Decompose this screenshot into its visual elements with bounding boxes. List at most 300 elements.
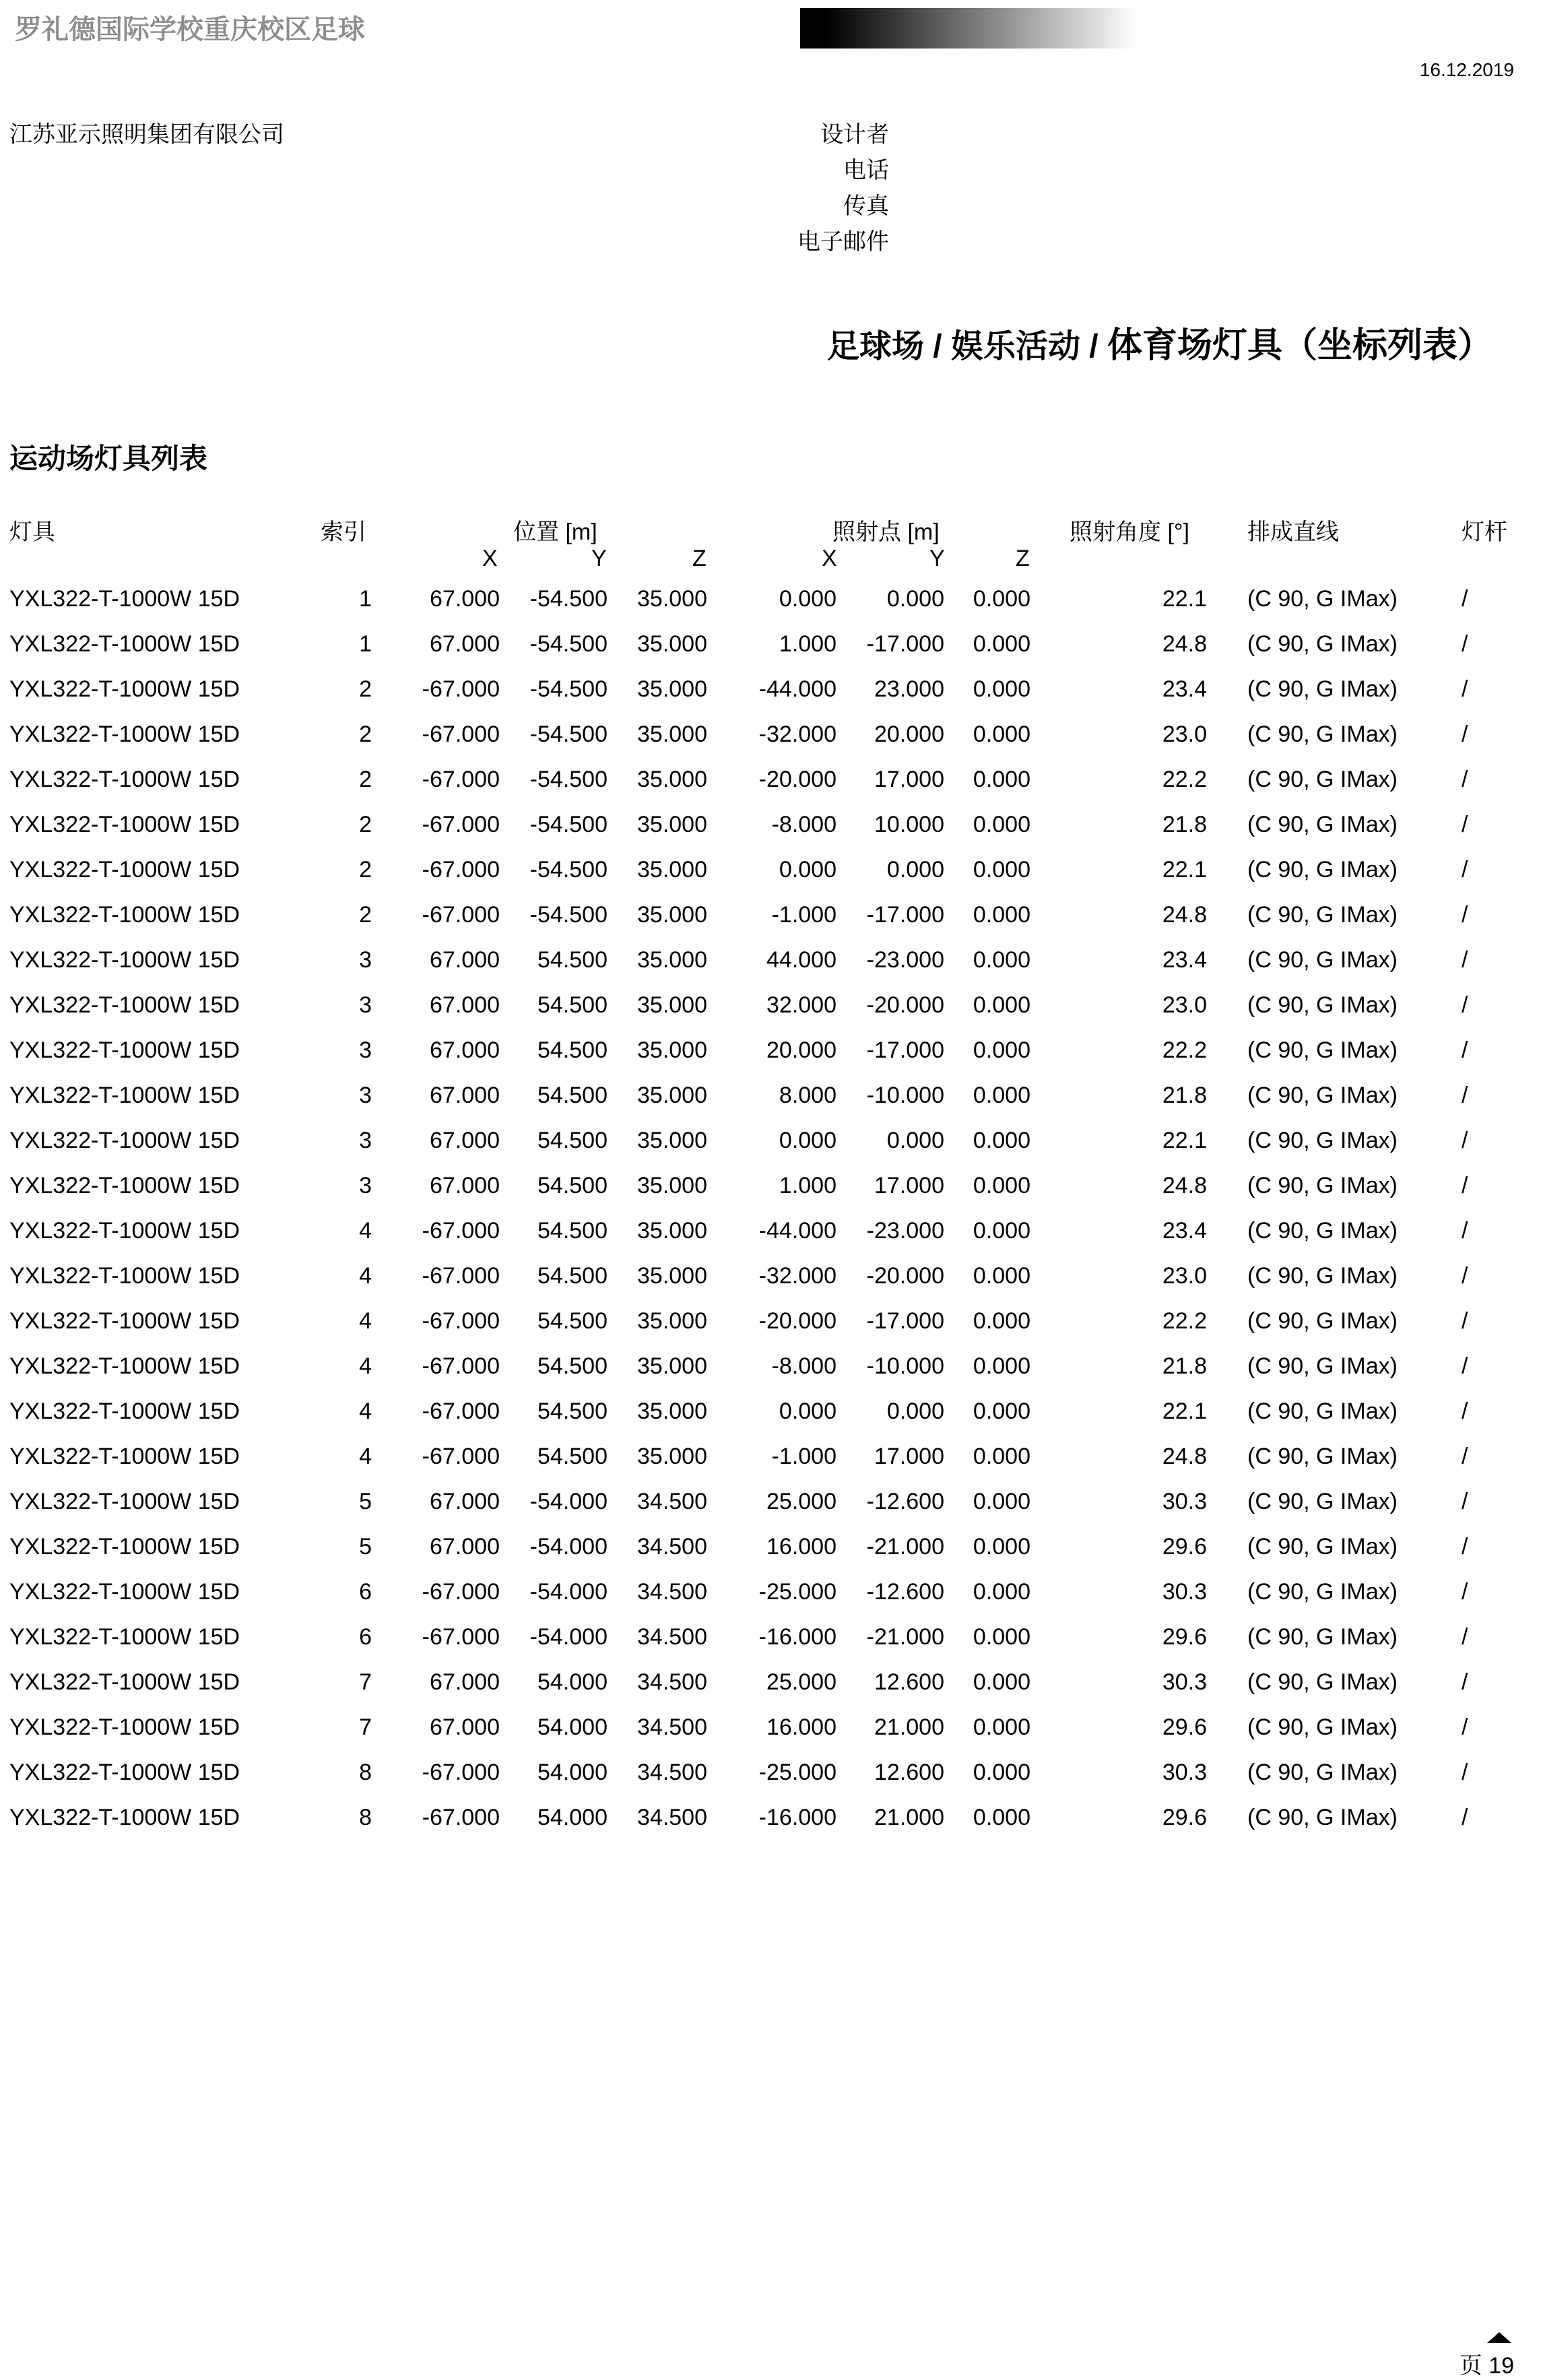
- cell-pos-z: 35.000: [637, 857, 707, 882]
- cell-pole: /: [1462, 1624, 1468, 1650]
- cell-pos-y: 54.500: [537, 1398, 608, 1424]
- cell-pole: /: [1462, 902, 1468, 928]
- cell-luminaire: YXL322-T-1000W 15D: [9, 1760, 240, 1785]
- cell-pole: /: [1462, 1173, 1468, 1198]
- cell-pos-y: -54.500: [529, 631, 608, 657]
- cell-index: 1: [359, 631, 372, 657]
- table-row: [0, 1805, 1541, 1850]
- cell-pos-x: -67.000: [422, 676, 500, 702]
- cell-angle: 29.6: [1162, 1624, 1207, 1650]
- cell-luminaire: YXL322-T-1000W 15D: [9, 586, 240, 612]
- company-name: 江苏亚示照明集团有限公司: [9, 122, 284, 148]
- cell-aim-z: 0.000: [973, 1083, 1030, 1108]
- cell-aim-x: -1.000: [771, 1444, 837, 1469]
- cell-aim-z: 0.000: [973, 676, 1030, 702]
- cell-pos-x: 67.000: [430, 1128, 500, 1153]
- cell-angle: 24.8: [1162, 902, 1207, 928]
- cell-aim-z: 0.000: [973, 586, 1030, 612]
- sub-header-aim-y: Y: [929, 546, 945, 571]
- cell-luminaire: YXL322-T-1000W 15D: [9, 631, 240, 657]
- cell-aim-x: -16.000: [758, 1805, 837, 1830]
- cell-luminaire: YXL322-T-1000W 15D: [9, 1263, 240, 1289]
- cell-pos-x: -67.000: [422, 767, 500, 792]
- cell-pole: /: [1462, 1444, 1468, 1469]
- designer-label: 设计者: [820, 122, 889, 148]
- cell-luminaire: YXL322-T-1000W 15D: [9, 1624, 240, 1650]
- cell-pole: /: [1462, 1398, 1468, 1424]
- cell-index: 8: [359, 1805, 372, 1830]
- cell-luminaire: YXL322-T-1000W 15D: [9, 721, 240, 747]
- cell-aim-line: (C 90, G IMax): [1247, 767, 1398, 792]
- cell-luminaire: YXL322-T-1000W 15D: [9, 1805, 240, 1830]
- cell-angle: 24.8: [1162, 1173, 1207, 1198]
- cell-aim-x: 25.000: [766, 1669, 837, 1695]
- cell-pole: /: [1462, 1805, 1468, 1830]
- cell-aim-x: 0.000: [779, 586, 837, 612]
- cell-pole: /: [1462, 1353, 1468, 1379]
- cell-pos-y: 54.500: [537, 1128, 608, 1153]
- table-row: [0, 1760, 1541, 1805]
- cell-pos-y: -54.000: [529, 1579, 608, 1605]
- cell-luminaire: YXL322-T-1000W 15D: [9, 1128, 240, 1153]
- cell-index: 1: [359, 586, 372, 612]
- cell-pole: /: [1462, 631, 1468, 657]
- cell-pole: /: [1462, 812, 1468, 837]
- cell-aim-line: (C 90, G IMax): [1247, 1760, 1398, 1785]
- cell-pole: /: [1462, 947, 1468, 973]
- sub-header-pos-z: Z: [692, 546, 707, 571]
- cell-index: 8: [359, 1760, 372, 1785]
- cell-aim-x: 1.000: [779, 631, 837, 657]
- cell-pos-z: 34.500: [637, 1624, 707, 1650]
- cell-luminaire: YXL322-T-1000W 15D: [9, 1308, 240, 1334]
- cell-aim-x: -8.000: [771, 1353, 837, 1379]
- cell-angle: 23.0: [1162, 721, 1207, 747]
- table-row: [0, 1489, 1541, 1534]
- cell-luminaire: YXL322-T-1000W 15D: [9, 1444, 240, 1469]
- table-row: [0, 676, 1541, 721]
- cell-luminaire: YXL322-T-1000W 15D: [9, 1714, 240, 1740]
- cell-pos-z: 34.500: [637, 1669, 707, 1695]
- cell-aim-x: -16.000: [758, 1624, 837, 1650]
- cell-luminaire: YXL322-T-1000W 15D: [9, 1579, 240, 1605]
- cell-aim-line: (C 90, G IMax): [1247, 902, 1398, 928]
- cell-pole: /: [1462, 1534, 1468, 1559]
- cell-aim-z: 0.000: [973, 1489, 1030, 1514]
- cell-index: 4: [359, 1444, 372, 1469]
- cell-index: 2: [359, 676, 372, 702]
- table-row: [0, 1398, 1541, 1444]
- cell-pos-x: -67.000: [422, 1218, 500, 1244]
- cell-index: 2: [359, 767, 372, 792]
- cell-pos-z: 35.000: [637, 1128, 707, 1153]
- cell-pos-y: 54.500: [537, 1308, 608, 1334]
- cell-pos-y: 54.000: [537, 1669, 608, 1695]
- cell-index: 7: [359, 1669, 372, 1695]
- cell-pole: /: [1462, 1308, 1468, 1334]
- cell-pos-x: 67.000: [430, 1534, 500, 1559]
- header-gradient-bar: [800, 8, 1137, 49]
- cell-aim-z: 0.000: [973, 1669, 1030, 1695]
- cell-pos-z: 35.000: [637, 676, 707, 702]
- cell-luminaire: YXL322-T-1000W 15D: [9, 1534, 240, 1559]
- cell-luminaire: YXL322-T-1000W 15D: [9, 812, 240, 837]
- cell-luminaire: YXL322-T-1000W 15D: [9, 1037, 240, 1063]
- cell-pos-z: 35.000: [637, 631, 707, 657]
- cell-pole: /: [1462, 1083, 1468, 1108]
- cell-pos-x: -67.000: [422, 1579, 500, 1605]
- cell-aim-x: 32.000: [766, 992, 837, 1018]
- sub-header-aim-z: Z: [1016, 546, 1030, 571]
- cell-aim-z: 0.000: [973, 767, 1030, 792]
- cell-luminaire: YXL322-T-1000W 15D: [9, 1173, 240, 1198]
- cell-pos-x: 67.000: [430, 586, 500, 612]
- cell-pos-z: 35.000: [637, 1263, 707, 1289]
- cell-pole: /: [1462, 1218, 1468, 1244]
- cell-luminaire: YXL322-T-1000W 15D: [9, 1083, 240, 1108]
- cell-index: 3: [359, 1083, 372, 1108]
- cell-pole: /: [1462, 1489, 1468, 1514]
- cell-aim-z: 0.000: [973, 1579, 1030, 1605]
- cell-aim-line: (C 90, G IMax): [1247, 1263, 1398, 1289]
- cell-aim-z: 0.000: [973, 812, 1030, 837]
- table-row: [0, 902, 1541, 947]
- cell-aim-line: (C 90, G IMax): [1247, 1353, 1398, 1379]
- cell-pole: /: [1462, 676, 1468, 702]
- cell-aim-line: (C 90, G IMax): [1247, 631, 1398, 657]
- cell-angle: 22.1: [1162, 1128, 1207, 1153]
- cell-pos-y: -54.500: [529, 721, 608, 747]
- cell-index: 7: [359, 1714, 372, 1740]
- cell-pos-x: -67.000: [422, 1805, 500, 1830]
- cell-pole: /: [1462, 1263, 1468, 1289]
- cell-angle: 30.3: [1162, 1669, 1207, 1695]
- table-row: [0, 721, 1541, 767]
- cell-pole: /: [1462, 721, 1468, 747]
- cell-pos-x: -67.000: [422, 902, 500, 928]
- cell-aim-y: -21.000: [866, 1624, 944, 1650]
- cell-aim-line: (C 90, G IMax): [1247, 586, 1398, 612]
- cell-aim-z: 0.000: [973, 1624, 1030, 1650]
- cell-aim-line: (C 90, G IMax): [1247, 1128, 1398, 1153]
- cell-index: 6: [359, 1579, 372, 1605]
- table-row: [0, 1714, 1541, 1760]
- cell-aim-z: 0.000: [973, 631, 1030, 657]
- sub-header-pos-y: Y: [591, 546, 607, 571]
- cell-index: 4: [359, 1263, 372, 1289]
- cell-aim-line: (C 90, G IMax): [1247, 1037, 1398, 1063]
- table-row: [0, 1037, 1541, 1083]
- cell-pos-y: -54.500: [529, 767, 608, 792]
- cell-pos-z: 35.000: [637, 947, 707, 973]
- cell-aim-y: 0.000: [886, 1398, 944, 1424]
- cell-pos-y: 54.500: [537, 1263, 608, 1289]
- cell-aim-y: -20.000: [866, 1263, 944, 1289]
- cell-aim-line: (C 90, G IMax): [1247, 676, 1398, 702]
- cell-pos-x: 67.000: [430, 1037, 500, 1063]
- cell-angle: 30.3: [1162, 1579, 1207, 1605]
- email-label: 电子邮件: [797, 229, 889, 255]
- cell-pole: /: [1462, 1128, 1468, 1153]
- cell-pos-y: 54.500: [537, 992, 608, 1018]
- cell-pos-y: 54.500: [537, 1173, 608, 1198]
- table-row: [0, 812, 1541, 857]
- cell-pole: /: [1462, 586, 1468, 612]
- cell-pos-y: 54.500: [537, 1037, 608, 1063]
- cell-luminaire: YXL322-T-1000W 15D: [9, 857, 240, 882]
- cell-aim-y: -10.000: [866, 1353, 944, 1379]
- cell-aim-y: 10.000: [874, 812, 944, 837]
- cell-aim-line: (C 90, G IMax): [1247, 1714, 1398, 1740]
- cell-index: 4: [359, 1308, 372, 1334]
- cell-angle: 21.8: [1162, 812, 1207, 837]
- cell-aim-z: 0.000: [973, 1714, 1030, 1740]
- cell-pos-z: 34.500: [637, 1714, 707, 1740]
- cell-pole: /: [1462, 1579, 1468, 1605]
- cell-aim-x: 1.000: [779, 1173, 837, 1198]
- cell-aim-line: (C 90, G IMax): [1247, 992, 1398, 1018]
- cell-pole: /: [1462, 767, 1468, 792]
- cell-aim-x: -8.000: [771, 812, 837, 837]
- cell-aim-z: 0.000: [973, 1805, 1030, 1830]
- cell-luminaire: YXL322-T-1000W 15D: [9, 1353, 240, 1379]
- cell-pole: /: [1462, 857, 1468, 882]
- cell-index: 5: [359, 1534, 372, 1559]
- table-row: [0, 947, 1541, 992]
- cell-aim-y: 0.000: [886, 1128, 944, 1153]
- table-row: [0, 767, 1541, 812]
- cell-aim-y: -17.000: [866, 1308, 944, 1334]
- cell-index: 3: [359, 1128, 372, 1153]
- cell-pos-y: 54.500: [537, 1353, 608, 1379]
- cell-pos-y: -54.500: [529, 857, 608, 882]
- cell-aim-x: 20.000: [766, 1037, 837, 1063]
- cell-pos-x: -67.000: [422, 812, 500, 837]
- cell-pos-y: 54.000: [537, 1760, 608, 1785]
- cell-pos-y: -54.500: [529, 812, 608, 837]
- cell-pos-z: 34.500: [637, 1579, 707, 1605]
- cell-index: 4: [359, 1398, 372, 1424]
- cell-pos-z: 35.000: [637, 902, 707, 928]
- cell-aim-z: 0.000: [973, 947, 1030, 973]
- cell-aim-y: -17.000: [866, 902, 944, 928]
- table-row: [0, 1669, 1541, 1714]
- sub-header-aim-x: X: [822, 546, 837, 571]
- cell-pos-x: 67.000: [430, 992, 500, 1018]
- cell-pos-y: 54.500: [537, 1083, 608, 1108]
- cell-pos-z: 35.000: [637, 1444, 707, 1469]
- cell-aim-line: (C 90, G IMax): [1247, 1669, 1398, 1695]
- cell-aim-line: (C 90, G IMax): [1247, 1083, 1398, 1108]
- cell-aim-z: 0.000: [973, 1353, 1030, 1379]
- cell-angle: 22.2: [1162, 1308, 1207, 1334]
- cell-pos-z: 35.000: [637, 721, 707, 747]
- cell-index: 3: [359, 1173, 372, 1198]
- cell-angle: 23.4: [1162, 676, 1207, 702]
- cell-pos-z: 34.500: [637, 1489, 707, 1514]
- cell-aim-x: -32.000: [758, 721, 837, 747]
- cell-angle: 22.2: [1162, 1037, 1207, 1063]
- cell-angle: 22.2: [1162, 767, 1207, 792]
- cell-aim-x: 25.000: [766, 1489, 837, 1514]
- col-header-pole: 灯杆: [1462, 519, 1507, 545]
- cell-aim-x: -25.000: [758, 1579, 837, 1605]
- cell-pos-z: 35.000: [637, 767, 707, 792]
- cell-aim-y: 12.600: [874, 1669, 944, 1695]
- page-title-prefix: 足球场 / 娱乐活动 /: [826, 329, 1107, 364]
- cell-index: 2: [359, 857, 372, 882]
- section-title: 运动场灯具列表: [9, 443, 208, 474]
- cell-pos-z: 35.000: [637, 1218, 707, 1244]
- cell-aim-x: 16.000: [766, 1714, 837, 1740]
- cell-pos-y: 54.500: [537, 1218, 608, 1244]
- cell-aim-x: -20.000: [758, 1308, 837, 1334]
- cell-luminaire: YXL322-T-1000W 15D: [9, 902, 240, 928]
- cell-luminaire: YXL322-T-1000W 15D: [9, 1669, 240, 1695]
- cell-aim-line: (C 90, G IMax): [1247, 1489, 1398, 1514]
- cell-pos-y: 54.500: [537, 1444, 608, 1469]
- cell-pos-y: -54.500: [529, 676, 608, 702]
- cell-aim-z: 0.000: [973, 1398, 1030, 1424]
- cell-pos-z: 35.000: [637, 992, 707, 1018]
- cell-aim-line: (C 90, G IMax): [1247, 1218, 1398, 1244]
- cell-aim-z: 0.000: [973, 1128, 1030, 1153]
- table-row: [0, 631, 1541, 676]
- cell-aim-y: -10.000: [866, 1083, 944, 1108]
- cell-aim-y: 17.000: [874, 1444, 944, 1469]
- cell-luminaire: YXL322-T-1000W 15D: [9, 947, 240, 973]
- table-row: [0, 1444, 1541, 1489]
- col-header-position: 位置 [m]: [513, 519, 597, 545]
- col-header-aim-point: 照射点 [m]: [832, 519, 940, 545]
- cell-luminaire: YXL322-T-1000W 15D: [9, 767, 240, 792]
- cell-angle: 29.6: [1162, 1714, 1207, 1740]
- cell-aim-y: -23.000: [866, 947, 944, 973]
- cell-pos-x: -67.000: [422, 1353, 500, 1379]
- cell-aim-line: (C 90, G IMax): [1247, 1624, 1398, 1650]
- cell-pos-x: -67.000: [422, 1263, 500, 1289]
- cell-angle: 24.8: [1162, 631, 1207, 657]
- table-row: [0, 1263, 1541, 1308]
- cell-pos-z: 34.500: [637, 1534, 707, 1559]
- col-header-luminaire: 灯具: [9, 519, 55, 545]
- cell-luminaire: YXL322-T-1000W 15D: [9, 676, 240, 702]
- cell-pos-z: 35.000: [637, 1083, 707, 1108]
- cell-aim-x: 44.000: [766, 947, 837, 973]
- cell-pos-y: 54.000: [537, 1714, 608, 1740]
- cell-index: 3: [359, 1037, 372, 1063]
- cell-aim-x: -44.000: [758, 676, 837, 702]
- cell-aim-y: -17.000: [866, 631, 944, 657]
- cell-aim-x: 0.000: [779, 857, 837, 882]
- cell-aim-y: -20.000: [866, 992, 944, 1018]
- cell-aim-line: (C 90, G IMax): [1247, 1308, 1398, 1334]
- cell-luminaire: YXL322-T-1000W 15D: [9, 1489, 240, 1514]
- table-row: [0, 1173, 1541, 1218]
- cell-aim-z: 0.000: [973, 992, 1030, 1018]
- page-title-main: 体育场灯具（坐标列表）: [1107, 326, 1493, 365]
- cell-angle: 21.8: [1162, 1083, 1207, 1108]
- cell-aim-y: 12.600: [874, 1760, 944, 1785]
- cell-aim-line: (C 90, G IMax): [1247, 1805, 1398, 1830]
- cell-aim-y: 21.000: [874, 1714, 944, 1740]
- cell-angle: 22.1: [1162, 857, 1207, 882]
- cell-angle: 24.8: [1162, 1444, 1207, 1469]
- cell-aim-x: 8.000: [779, 1083, 837, 1108]
- cell-aim-x: 0.000: [779, 1128, 837, 1153]
- cell-aim-line: (C 90, G IMax): [1247, 947, 1398, 973]
- cell-pos-x: -67.000: [422, 1308, 500, 1334]
- cell-angle: 23.0: [1162, 992, 1207, 1018]
- cell-aim-line: (C 90, G IMax): [1247, 1534, 1398, 1559]
- cell-aim-y: -12.600: [866, 1489, 944, 1514]
- cell-aim-line: (C 90, G IMax): [1247, 1579, 1398, 1605]
- project-title: 罗礼德国际学校重庆校区足球: [15, 15, 365, 44]
- cell-aim-z: 0.000: [973, 1444, 1030, 1469]
- cell-aim-x: 0.000: [779, 1398, 837, 1424]
- cell-pos-z: 35.000: [637, 1398, 707, 1424]
- cell-aim-line: (C 90, G IMax): [1247, 1398, 1398, 1424]
- table-row: [0, 1579, 1541, 1624]
- cell-aim-z: 0.000: [973, 721, 1030, 747]
- cell-pos-y: -54.000: [529, 1534, 608, 1559]
- cell-pole: /: [1462, 1669, 1468, 1695]
- cell-pos-x: -67.000: [422, 1444, 500, 1469]
- cell-pos-x: 67.000: [430, 1173, 500, 1198]
- cell-aim-y: 17.000: [874, 767, 944, 792]
- cell-aim-line: (C 90, G IMax): [1247, 1444, 1398, 1469]
- cell-angle: 23.4: [1162, 947, 1207, 973]
- cell-aim-y: 23.000: [874, 676, 944, 702]
- cell-angle: 22.1: [1162, 1398, 1207, 1424]
- cell-aim-x: -25.000: [758, 1760, 837, 1785]
- cell-aim-z: 0.000: [973, 1173, 1030, 1198]
- table-row: [0, 992, 1541, 1037]
- cell-angle: 29.6: [1162, 1805, 1207, 1830]
- cell-pole: /: [1462, 1037, 1468, 1063]
- cell-angle: 21.8: [1162, 1353, 1207, 1379]
- cell-aim-z: 0.000: [973, 902, 1030, 928]
- cell-aim-x: -32.000: [758, 1263, 837, 1289]
- fax-label: 传真: [843, 193, 889, 219]
- cell-pole: /: [1462, 1760, 1468, 1785]
- cell-aim-z: 0.000: [973, 857, 1030, 882]
- cell-pos-x: -67.000: [422, 721, 500, 747]
- cell-aim-x: 16.000: [766, 1534, 837, 1559]
- cell-pos-y: 54.000: [537, 1805, 608, 1830]
- cell-index: 2: [359, 902, 372, 928]
- cell-pos-y: -54.000: [529, 1624, 608, 1650]
- cell-pos-x: 67.000: [430, 631, 500, 657]
- cell-aim-y: 21.000: [874, 1805, 944, 1830]
- cell-aim-z: 0.000: [973, 1760, 1030, 1785]
- cell-angle: 23.0: [1162, 1263, 1207, 1289]
- cell-pos-x: 67.000: [430, 947, 500, 973]
- cell-aim-line: (C 90, G IMax): [1247, 721, 1398, 747]
- cell-pos-z: 35.000: [637, 1353, 707, 1379]
- cell-aim-line: (C 90, G IMax): [1247, 857, 1398, 882]
- cell-aim-y: -23.000: [866, 1218, 944, 1244]
- table-row: [0, 857, 1541, 902]
- cell-index: 6: [359, 1624, 372, 1650]
- cell-index: 3: [359, 947, 372, 973]
- cell-pos-y: 54.500: [537, 947, 608, 973]
- cell-aim-z: 0.000: [973, 1037, 1030, 1063]
- cell-luminaire: YXL322-T-1000W 15D: [9, 1218, 240, 1244]
- sub-header-pos-x: X: [482, 546, 498, 571]
- cell-pos-x: -67.000: [422, 1760, 500, 1785]
- cell-pos-x: 67.000: [430, 1083, 500, 1108]
